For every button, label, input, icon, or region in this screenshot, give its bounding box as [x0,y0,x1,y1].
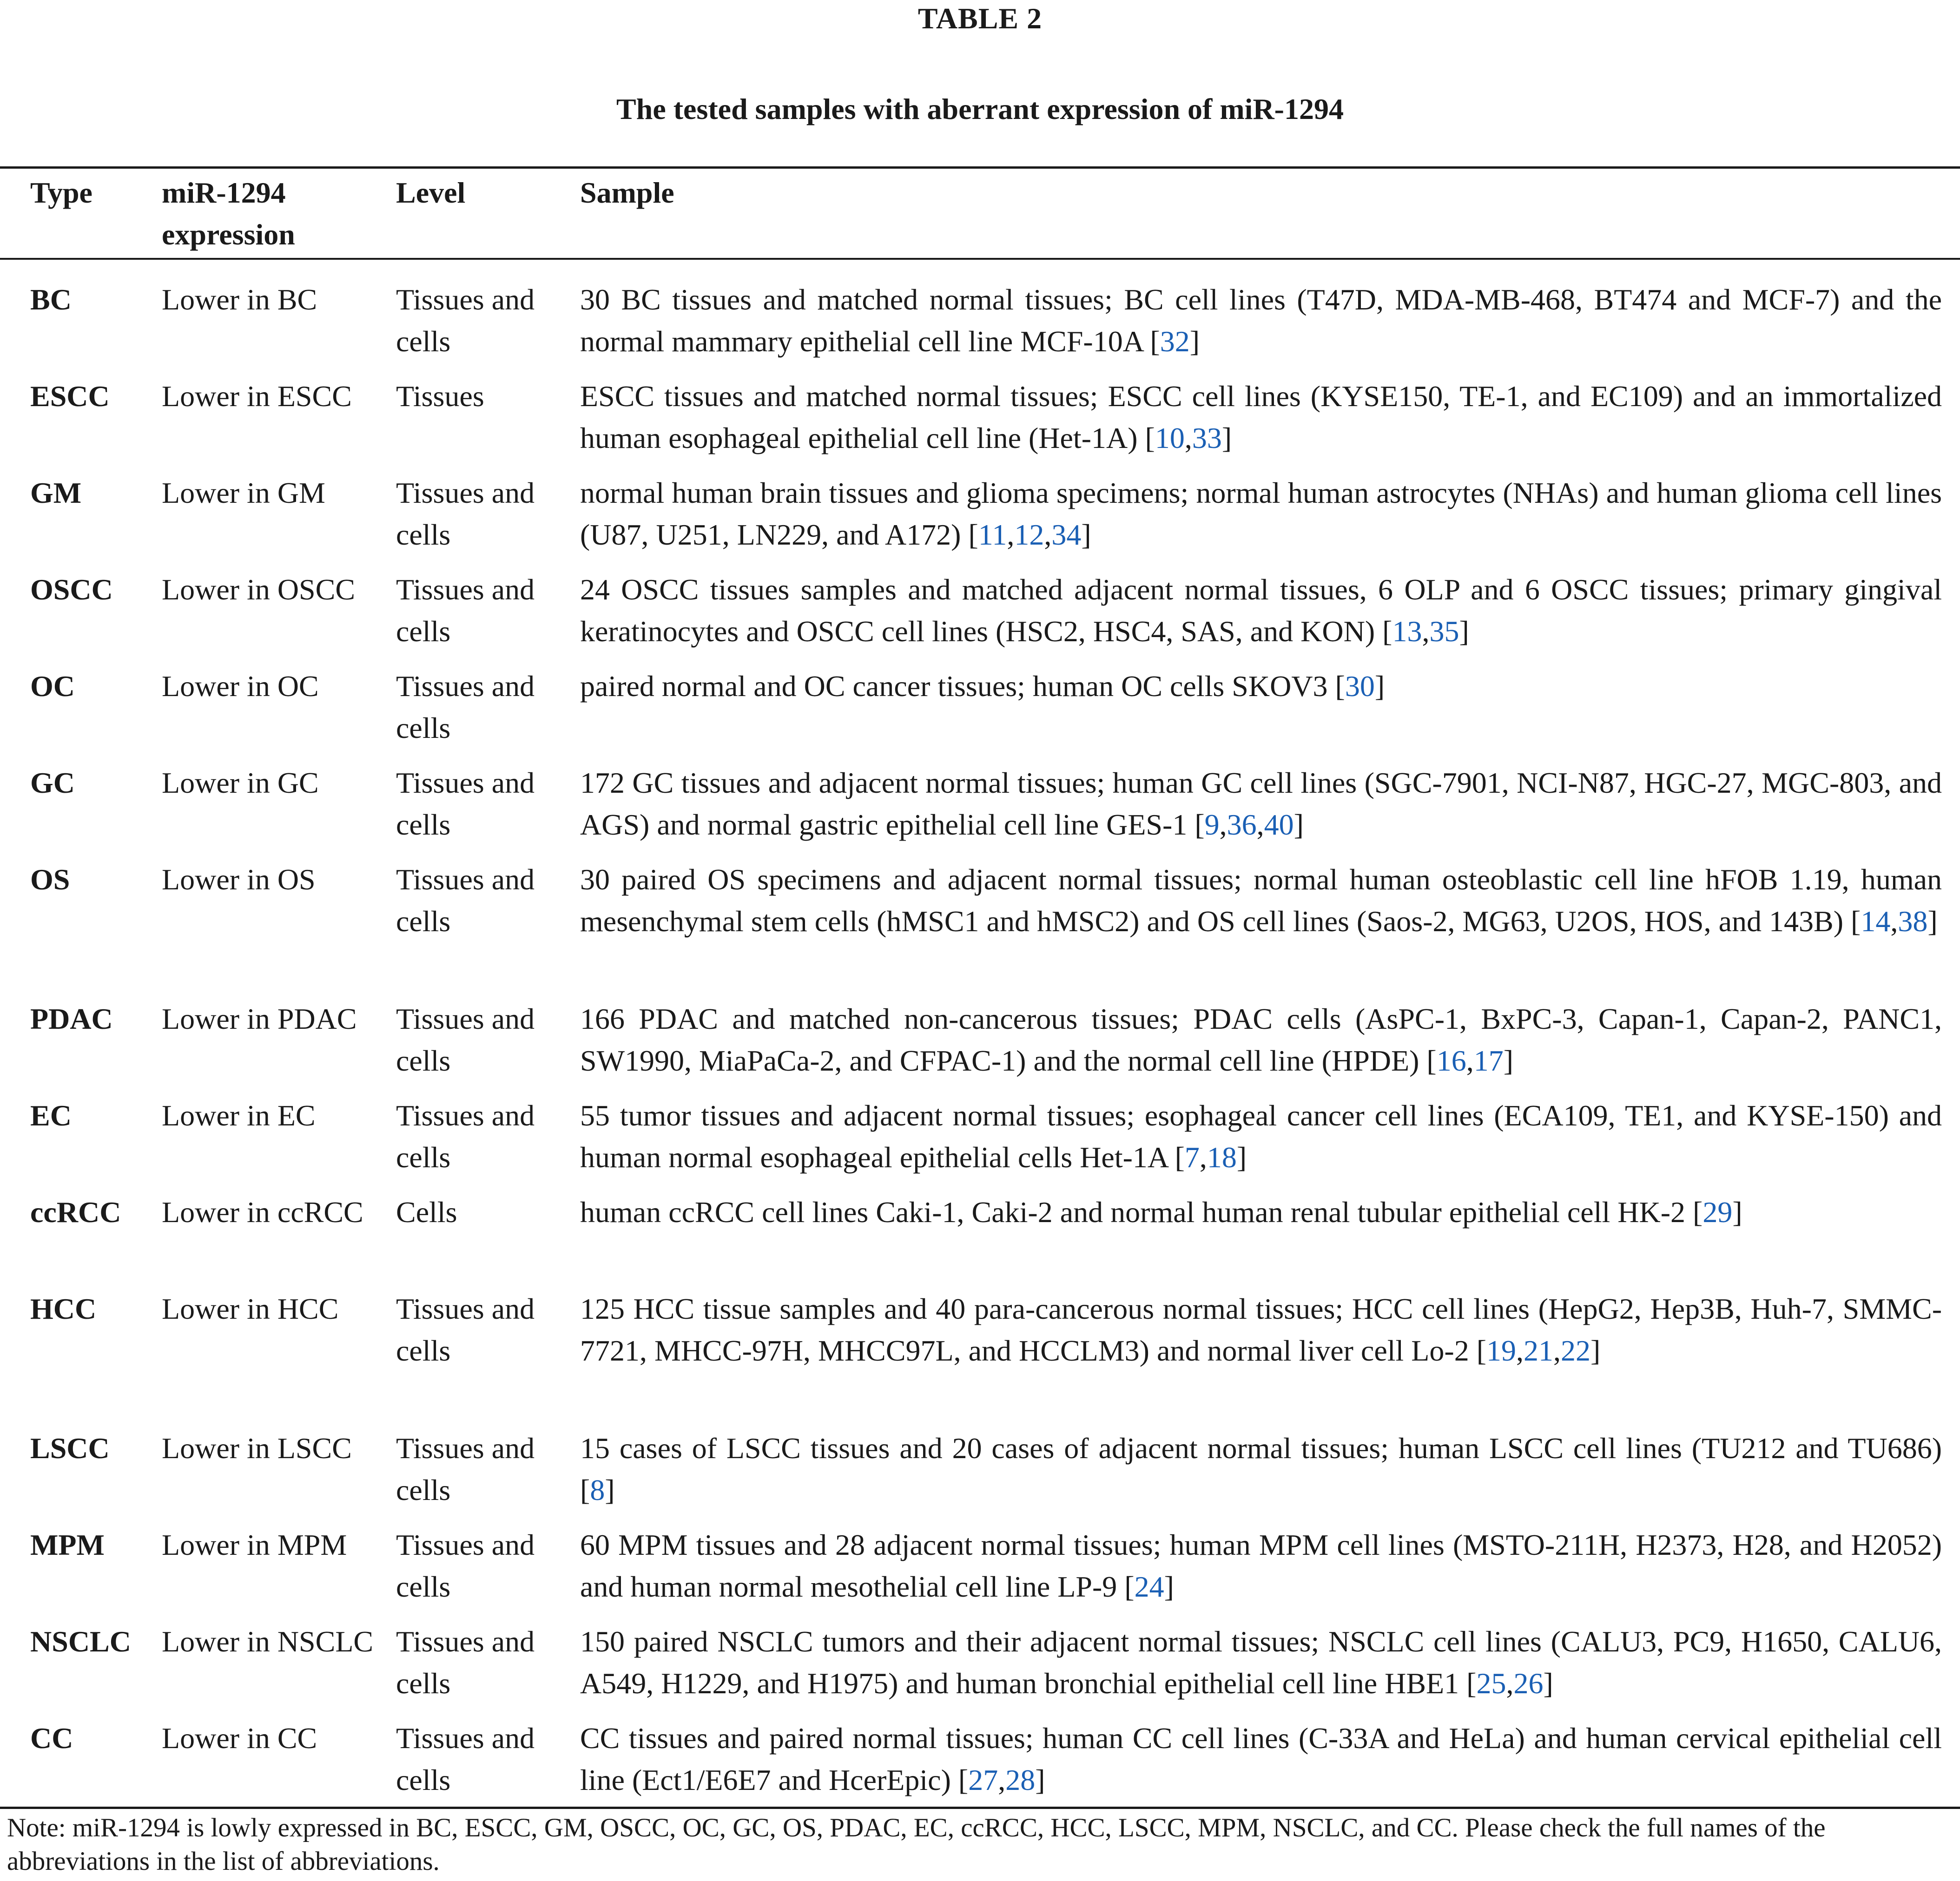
cell-sample: 30 paired OS specimens and adjacent normal tissues; normal human osteoblastic cell line hFOB 1.19, human mesenchymal stem cells (hMSC1 and hMSC2) and OS cell lines (Saos-2, MG63, U2OS, HOS, and 143B) [14,38] [580,863,1942,938]
cell-sample: human ccRCC cell lines Caki-1, Caki-2 and normal human renal tubular epithelial cell HK-2 [29] [580,1196,1742,1229]
header-rule [0,258,1960,260]
cell-sample: 166 PDAC and matched non-cancerous tissues; PDAC cells (AsPC-1, BxPC-3, Capan-1, Capan-2, PANC1, SW1990, MiaPaCa-2, and CFPAC-1) and the normal cell line (HPDE) [16,17] [580,1002,1942,1077]
table-row [0,279,1960,375]
table-row [0,375,1960,472]
sample-text: paired normal and OC cancer tissues; human OC cells SKOV3 [580,670,1335,703]
sample-text: 150 paired NSCLC tumors and their adjacent normal tissues; NSCLC cell lines (CALU3, PC9, H1650, CALU6, A549, H1229, and H1975) and human bronchial epithelial cell line HBE1 [580,1625,1942,1700]
table-row [0,1191,1960,1288]
reference-link[interactable]: 17 [1473,1044,1504,1077]
header-expression: miR-1294 expression [162,176,295,251]
cell-sample: 60 MPM tissues and 28 adjacent normal tissues; human MPM cell lines (MSTO-211H, H2373, H28, and H2052) and human normal mesothelial cell line LP-9 [24] [580,1528,1942,1603]
reference-link[interactable]: 11 [978,518,1007,551]
cell-type: MPM [30,1528,105,1561]
cell-expression: Lower in CC [162,1722,317,1755]
cell-level: Tissues and cells [396,476,535,551]
reference-link[interactable]: 25 [1476,1667,1506,1700]
cell-expression: Lower in OC [162,670,319,703]
table-title: The tested samples with aberrant expression of miR-1294 [616,92,1344,125]
cell-type: GM [30,476,82,509]
reference-link[interactable]: 26 [1513,1667,1544,1700]
cell-level: Tissues [396,380,484,413]
reference-link[interactable]: 38 [1898,905,1928,938]
cell-type: OS [30,863,70,896]
reference-link[interactable]: 33 [1192,421,1222,454]
table-row [0,569,1960,665]
cell-expression: Lower in LSCC [162,1432,352,1465]
cell-type: ccRCC [30,1196,121,1229]
cell-expression: Lower in OSCC [162,573,355,606]
table-row [0,1427,1960,1524]
cell-type: HCC [30,1292,97,1325]
reference-link[interactable]: 19 [1486,1334,1516,1367]
cell-expression: Lower in GM [162,476,325,509]
reference-link[interactable]: 21 [1524,1334,1553,1367]
reference-link[interactable]: 14 [1861,905,1891,938]
sample-text: human ccRCC cell lines Caki-1, Caki-2 and normal human renal tubular epithelial cell HK-2 [580,1196,1693,1229]
cell-level: Tissues and cells [396,766,535,841]
reference-link[interactable]: 30 [1345,670,1375,703]
cell-level: Tissues and cells [396,1722,535,1796]
table-row [0,1717,1960,1814]
table-header-row [0,172,1960,256]
reference-link[interactable]: 32 [1160,325,1190,358]
cell-sample: 150 paired NSCLC tumors and their adjacent normal tissues; NSCLC cell lines (CALU3, PC9, H1650, CALU6, A549, H1229, and H1975) and human bronchial epithelial cell line HBE1 [25,26] [580,1625,1942,1700]
cell-sample: 15 cases of LSCC tissues and 20 cases of adjacent normal tissues; human LSCC cell lines (TU212 and TU686) [8] [580,1432,1942,1506]
cell-expression: Lower in HCC [162,1292,339,1325]
header-type: Type [30,176,92,209]
table-body [0,279,1960,1814]
reference-link[interactable]: 24 [1134,1570,1164,1603]
cell-sample: 172 GC tissues and adjacent normal tissues; human GC cell lines (SGC-7901, NCI-N87, HGC-27, MGC-803, and AGS) and normal gastric epithelial cell line GES-1 [9,36,40] [580,766,1942,841]
cell-expression: Lower in PDAC [162,1002,357,1035]
cell-type: CC [30,1722,73,1755]
table-label: TABLE 2 [917,2,1043,35]
reference-link[interactable]: 35 [1429,615,1459,648]
sample-text: CC tissues and paired normal tissues; human CC cell lines (C-33A and HeLa) and human cervical epithelial cell line (Ect1/E6E7 and HcerEpic) [580,1722,1942,1796]
cell-level: Tissues and cells [396,1099,535,1174]
cell-level: Tissues and cells [396,863,535,938]
sample-text: 166 PDAC and matched non-cancerous tissues; PDAC cells (AsPC-1, BxPC-3, Capan-1, Capan-2, PANC1, SW1990, MiaPaCa-2, and CFPAC-1) and the normal cell line (HPDE) [580,1002,1942,1077]
sample-text: 60 MPM tissues and 28 adjacent normal tissues; human MPM cell lines (MSTO-211H, H2373, H28, and H2052) and human normal mesothelial cell line LP-9 [580,1528,1942,1603]
reference-link[interactable]: 34 [1051,518,1082,551]
reference-link[interactable]: 22 [1561,1334,1590,1367]
cell-type: LSCC [30,1432,110,1465]
reference-link[interactable]: 8 [590,1473,605,1506]
cell-expression: Lower in NSCLC [162,1625,374,1658]
bottom-rule [0,1807,1960,1809]
table-note: Note: miR-1294 is lowly expressed in BC, ESCC, GM, OSCC, OC, GC, OS, PDAC, EC, ccRCC, HCC, LSCC, MPM, NSCLC, and CC. Please check the full names of the abbreviations in the list of abbreviations. [7,1813,1826,1876]
cell-level: Tissues and cells [396,1625,535,1700]
table-row [0,762,1960,859]
cell-expression: Lower in OS [162,863,316,896]
cell-expression: Lower in BC [162,283,317,316]
cell-sample: 125 HCC tissue samples and 40 para-cancerous normal tissues; HCC cell lines (HepG2, Hep3B, Huh-7, SMMC-7721, MHCC-97H, MHCC97L, and HCCLM3) and normal liver cell Lo-2 [19,21,22] [580,1292,1942,1367]
reference-link[interactable]: 40 [1264,808,1294,841]
cell-level: Tissues and cells [396,670,535,744]
cell-expression: Lower in GC [162,766,319,799]
reference-link[interactable]: 36 [1227,808,1257,841]
sample-text: normal human brain tissues and glioma specimens; normal human astrocytes (NHAs) and human glioma cell lines (U87, U251, LN229, and A172) [580,476,1942,551]
sample-text: 125 HCC tissue samples and 40 para-cancerous normal tissues; HCC cell lines (HepG2, Hep3B, Huh-7, SMMC-7721, MHCC-97H, MHCC97L, and HCCLM3) and normal liver cell Lo-2 [580,1292,1942,1367]
reference-link[interactable]: 18 [1207,1141,1237,1174]
table-row [0,1095,1960,1191]
cell-sample: 30 BC tissues and matched normal tissues; BC cell lines (T47D, MDA-MB-468, BT474 and MCF-7) and the normal mammary epithelial cell line MCF-10A [32] [580,283,1942,358]
cell-level: Tissues and cells [396,1002,535,1077]
cell-level: Cells [396,1196,457,1229]
cell-expression: Lower in EC [162,1099,316,1132]
reference-link[interactable]: 7 [1184,1141,1200,1174]
sample-text: 30 BC tissues and matched normal tissues; BC cell lines (T47D, MDA-MB-468, BT474 and MCF-7) and the normal mammary epithelial cell line MCF-10A [580,283,1942,358]
cell-expression: Lower in ESCC [162,380,352,413]
cell-level: Tissues and cells [396,1528,535,1603]
cell-type: BC [30,283,72,316]
sample-text: 172 GC tissues and adjacent normal tissues; human GC cell lines (SGC-7901, NCI-N87, HGC-27, MGC-803, and AGS) and normal gastric epithelial cell line GES-1 [580,766,1942,841]
cell-type: EC [30,1099,72,1132]
table-row [0,1288,1960,1427]
reference-link[interactable]: 27 [968,1763,998,1796]
cell-level: Tissues and cells [396,573,535,648]
cell-type: OC [30,670,75,703]
sample-text: 24 OSCC tissues samples and matched adjacent normal tissues, 6 OLP and 6 OSCC tissues; primary gingival keratinocytes and OSCC cell lines (HSC2, HSC4, SAS, and KON) [580,573,1942,648]
cell-sample: paired normal and OC cancer tissues; human OC cells SKOV3 [30] [580,670,1385,703]
reference-link[interactable]: 12 [1014,518,1044,551]
header-sample: Sample [580,176,674,209]
cell-sample: normal human brain tissues and glioma specimens; normal human astrocytes (NHAs) and human glioma cell lines (U87, U251, LN229, and A172) [11,12,34] [580,476,1942,551]
table-row [0,472,1960,569]
cell-level: Tissues and cells [396,283,535,358]
cell-sample: CC tissues and paired normal tissues; human CC cell lines (C-33A and HeLa) and human cervical epithelial cell line (Ect1/E6E7 and HcerEpic) [27,28] [580,1722,1942,1796]
reference-link[interactable]: 28 [1005,1763,1036,1796]
sample-text: 55 tumor tissues and adjacent normal tissues; esophageal cancer cell lines (ECA109, TE1, and KYSE-150) and human normal esophageal epithelial cells Het-1A [580,1099,1942,1174]
cell-type: ESCC [30,380,110,413]
reference-link[interactable]: 16 [1436,1044,1466,1077]
cell-level: Tissues and cells [396,1432,535,1506]
table-row [0,1524,1960,1621]
cell-level: Tissues and cells [396,1292,535,1367]
table-row [0,1621,1960,1717]
cell-type: GC [30,766,75,799]
sample-text: 30 paired OS specimens and adjacent normal tissues; normal human osteoblastic cell line hFOB 1.19, human mesenchymal stem cells (hMSC1 and hMSC2) and OS cell lines (Saos-2, MG63, U2OS, HOS, and 143B) [580,863,1942,938]
reference-link[interactable]: 9 [1204,808,1220,841]
table-row [0,665,1960,762]
cell-sample: 55 tumor tissues and adjacent normal tissues; esophageal cancer cell lines (ECA109, TE1, and KYSE-150) and human normal esophageal epithelial cells Het-1A [7,18] [580,1099,1942,1174]
reference-link[interactable]: 13 [1392,615,1422,648]
cell-sample: 24 OSCC tissues samples and matched adjacent normal tissues, 6 OLP and 6 OSCC tissues; primary gingival keratinocytes and OSCC cell lines (HSC2, HSC4, SAS, and KON) [13,35] [580,573,1942,648]
reference-link[interactable]: 29 [1703,1196,1733,1229]
cell-expression: Lower in MPM [162,1528,347,1561]
cell-type: NSCLC [30,1625,131,1658]
sample-text: 15 cases of LSCC tissues and 20 cases of adjacent normal tissues; human LSCC cell lines (TU212 and TU686) [580,1432,1942,1465]
table-row [0,859,1960,998]
reference-link[interactable]: 10 [1155,421,1185,454]
cell-sample: ESCC tissues and matched normal tissues; ESCC cell lines (KYSE150, TE-1, and EC109) and an immortalized human esophageal epithelial cell line (Het-1A) [10,33] [580,380,1942,454]
top-rule [0,166,1960,169]
table-row [0,998,1960,1095]
sample-text: ESCC tissues and matched normal tissues; ESCC cell lines (KYSE150, TE-1, and EC109) and an immortalized human esophageal epithelial cell line (Het-1A) [580,380,1942,454]
cell-type: OSCC [30,573,113,606]
header-level: Level [396,176,466,209]
cell-type: PDAC [30,1002,113,1035]
cell-expression: Lower in ccRCC [162,1196,363,1229]
